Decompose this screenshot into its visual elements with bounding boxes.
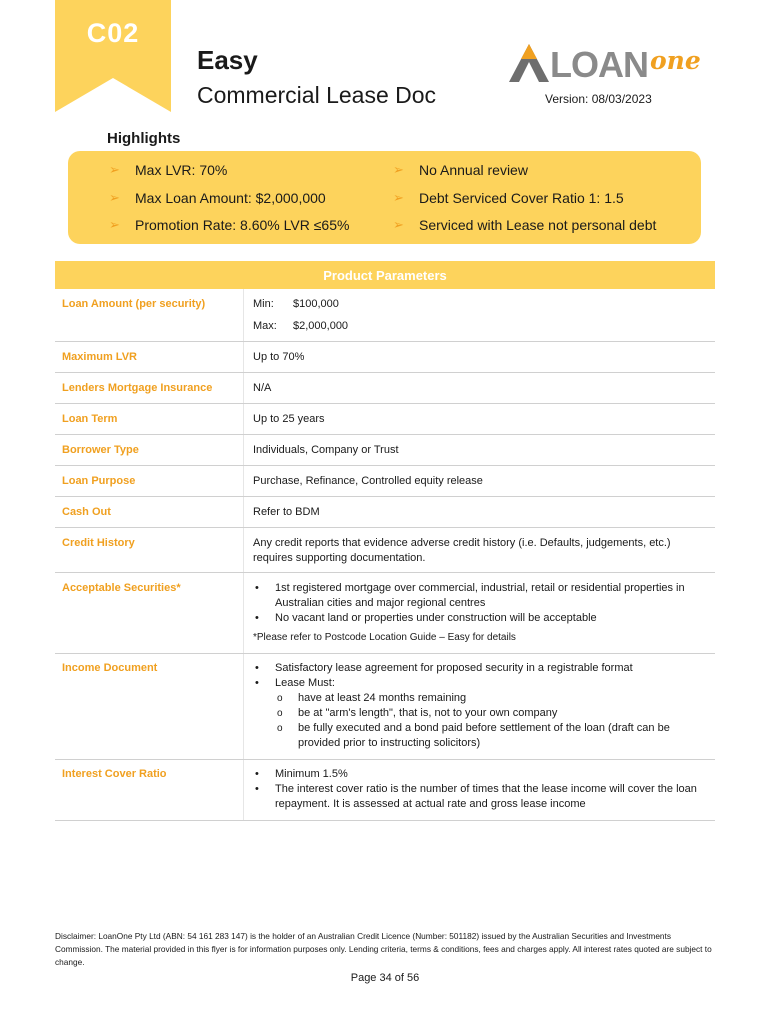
table-header: Product Parameters	[55, 261, 715, 289]
row-label: Loan Amount (per security)	[62, 298, 206, 310]
list-item: • Minimum 1.5%	[253, 767, 713, 782]
list-item: • Satisfactory lease agreement for proposed security in a registrable format	[253, 661, 713, 676]
arrow-bullet-icon: ➢	[393, 162, 404, 177]
table-row	[55, 373, 715, 404]
highlight-item: ➢ Max Loan Amount: $2,000,000	[109, 190, 326, 206]
code-ribbon	[55, 0, 171, 112]
table-row	[55, 289, 715, 342]
table-row	[55, 466, 715, 497]
doc-title: Easy	[197, 45, 258, 75]
table-row	[55, 528, 715, 573]
list-item: • Lease Must:	[253, 676, 713, 691]
table-row	[55, 573, 715, 654]
product-code: C02	[86, 18, 140, 48]
row-value: Refer to BDM	[253, 506, 320, 518]
row-label: Acceptable Securities*	[62, 582, 181, 594]
logo-accent: one	[650, 46, 701, 75]
logo-word: LOAN	[550, 44, 648, 85]
arrow-bullet-icon: ➢	[109, 190, 120, 205]
table-row	[55, 497, 715, 528]
row-label: Maximum LVR	[62, 351, 137, 363]
row-label: Cash Out	[62, 506, 111, 518]
list-item: • The interest cover ratio is the number of times that the lease income will cover the loan repayment. It is assessed at actual rate and gross lease income	[253, 782, 713, 812]
row-value: Individuals, Company or Trust	[253, 444, 399, 456]
row-value: Min: $100,000 Max: $2,000,000	[253, 298, 349, 332]
list-subitem: o be fully executed and a bond paid before settlement of the loan (draft can be provided prior to instructing solicitors)	[253, 721, 713, 751]
row-value	[253, 661, 713, 751]
highlights-heading: Highlights	[107, 130, 181, 147]
loanone-logo	[507, 40, 717, 88]
row-value: N/A	[253, 382, 272, 394]
row-label: Credit History	[62, 537, 135, 549]
disclaimer: Disclaimer: LoanOne Pty Ltd (ABN: 54 161 283 147) is the holder of an Australian Credit Licence (Number: 501182) issued by the Australian Securities and Investments Commission. The material provided in this flyer is for information purposes only. Lending criteria, terms & conditions, fees and charges apply. All interest rates quoted are subject to change.	[55, 931, 712, 967]
arrow-bullet-icon: ➢	[393, 190, 404, 205]
row-label: Loan Term	[62, 413, 118, 425]
arrow-bullet-icon: ➢	[109, 217, 120, 232]
table-row	[55, 342, 715, 373]
arrow-bullet-icon: ➢	[109, 162, 120, 177]
table-row	[55, 654, 715, 760]
list-item: • 1st registered mortgage over commercial, industrial, retail or residential properties in Australian cities and major regional centres	[253, 581, 713, 611]
row-value: Up to 70%	[253, 351, 305, 363]
page-number: Page 34 of 56	[350, 972, 420, 984]
table-row	[55, 435, 715, 466]
row-value	[253, 581, 713, 645]
highlight-item: ➢ Max LVR: 70%	[109, 162, 228, 178]
arrow-bullet-icon: ➢	[393, 217, 404, 232]
row-value: Up to 25 years	[253, 413, 325, 425]
doc-subtitle: Commercial Lease Doc	[197, 82, 437, 108]
highlight-item: ➢ Debt Serviced Cover Ratio 1: 1.5	[393, 190, 624, 206]
row-label: Lenders Mortgage Insurance	[62, 382, 213, 394]
row-value: Purchase, Refinance, Controlled equity release	[253, 475, 483, 487]
version-label: Version: 08/03/2023	[545, 92, 652, 106]
list-subitem: o have at least 24 months remaining	[253, 691, 713, 706]
logo-mark-icon	[507, 42, 551, 86]
highlight-item: ➢ No Annual review	[393, 162, 528, 178]
table-row	[55, 404, 715, 435]
row-value: Any credit reports that evidence adverse credit history (i.e. Defaults, judgements, etc.) requires supporting documentation.	[253, 537, 671, 564]
list-item: • No vacant land or properties under construction will be acceptable	[253, 611, 713, 626]
row-label: Borrower Type	[62, 444, 139, 456]
highlight-item: ➢ Serviced with Lease not personal debt	[393, 217, 657, 233]
row-value	[253, 767, 713, 812]
row-label: Loan Purpose	[62, 475, 136, 487]
highlight-item: ➢ Promotion Rate: 8.60% LVR ≤65%	[109, 217, 350, 233]
row-label: Interest Cover Ratio	[62, 768, 167, 780]
list-subitem: o be at "arm's length", that is, not to your own company	[253, 706, 713, 721]
securities-note: *Please refer to Postcode Location Guide – Easy for details	[253, 632, 516, 643]
row-label: Income Document	[62, 662, 158, 674]
product-parameters-table	[55, 261, 715, 821]
table-row	[55, 760, 715, 821]
